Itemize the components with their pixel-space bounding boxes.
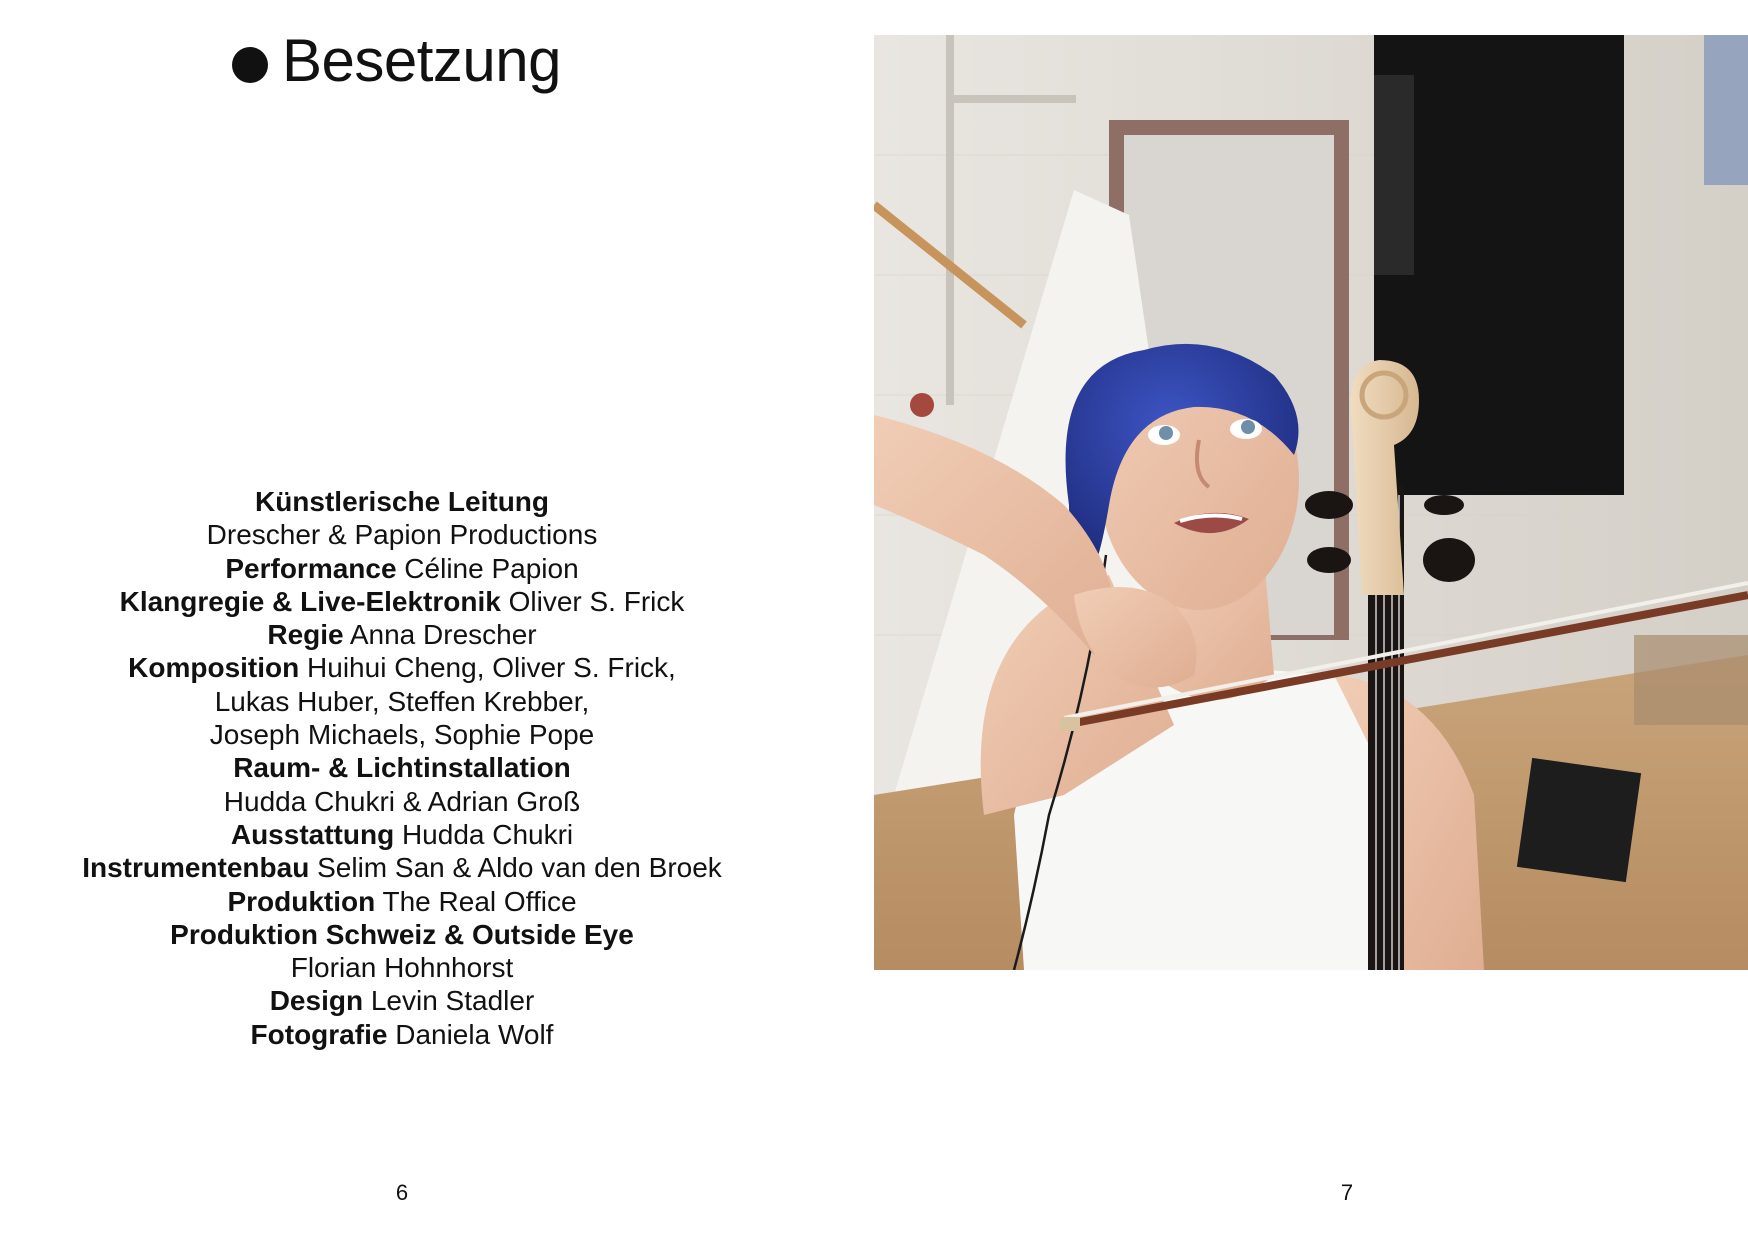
credit-names: Levin Stadler <box>363 985 535 1017</box>
credit-names: Hudda Chukri <box>394 818 574 850</box>
credit-line <box>0 885 804 918</box>
credit-names: The Real Office <box>375 885 577 917</box>
credit-names: Oliver S. Frick <box>500 585 685 617</box>
credit-role: Raum- & Lichtinstallation <box>233 752 571 784</box>
photo-illustration <box>874 35 1748 970</box>
credit-role: Produktion Schweiz & Outside Eye <box>170 918 634 950</box>
credit-line <box>0 518 804 551</box>
credit-names: Anna Drescher <box>343 619 537 651</box>
credit-names: Florian Hohnhorst <box>290 952 514 984</box>
credit-line <box>0 785 804 818</box>
credits-list <box>0 485 804 1051</box>
credit-line <box>0 651 804 684</box>
credit-line <box>0 685 804 718</box>
credit-role: Produktion <box>227 885 376 917</box>
credit-names: Huihui Cheng, Oliver S. Frick, <box>299 652 676 684</box>
credit-role: Komposition <box>128 652 300 684</box>
credit-line <box>0 918 804 951</box>
credit-role: Ausstattung <box>230 818 395 850</box>
credit-names: Céline Papion <box>396 552 579 584</box>
credit-line <box>0 552 804 585</box>
right-page <box>874 0 1748 1240</box>
credit-names: Lukas Huber, Steffen Krebber, <box>214 685 590 717</box>
credit-role: Instrumentenbau <box>82 852 310 884</box>
section-heading <box>232 26 561 96</box>
credit-role: Design <box>269 985 364 1017</box>
credit-role: Fotografie <box>250 1018 388 1050</box>
credit-line <box>0 984 804 1017</box>
credit-line <box>0 585 804 618</box>
credit-line <box>0 485 804 518</box>
credit-role: Klangregie & Live-Elektronik <box>119 585 501 617</box>
credit-names: Drescher & Papion Productions <box>206 519 598 551</box>
credit-names: Joseph Michaels, Sophie Pope <box>209 719 595 751</box>
credit-line <box>0 618 804 651</box>
page-number-left: 6 <box>395 1180 409 1205</box>
credit-line <box>0 818 804 851</box>
credit-role: Regie <box>267 619 344 651</box>
credit-line <box>0 751 804 784</box>
credit-names: Selim San & Aldo van den Broek <box>309 852 722 884</box>
credit-names: Hudda Chukri & Adrian Groß <box>223 785 581 817</box>
credit-line <box>0 718 804 751</box>
credit-line <box>0 1018 804 1051</box>
credit-names: Daniela Wolf <box>387 1018 554 1050</box>
bullet-dot-icon <box>232 47 268 83</box>
page-number-right: 7 <box>1340 1180 1354 1205</box>
credit-line <box>0 851 804 884</box>
cellist-photo <box>874 35 1748 970</box>
credit-line <box>0 951 804 984</box>
credit-role: Künstlerische Leitung <box>254 486 550 517</box>
credit-role: Performance <box>225 552 397 584</box>
page-title: Besetzung <box>282 27 562 94</box>
